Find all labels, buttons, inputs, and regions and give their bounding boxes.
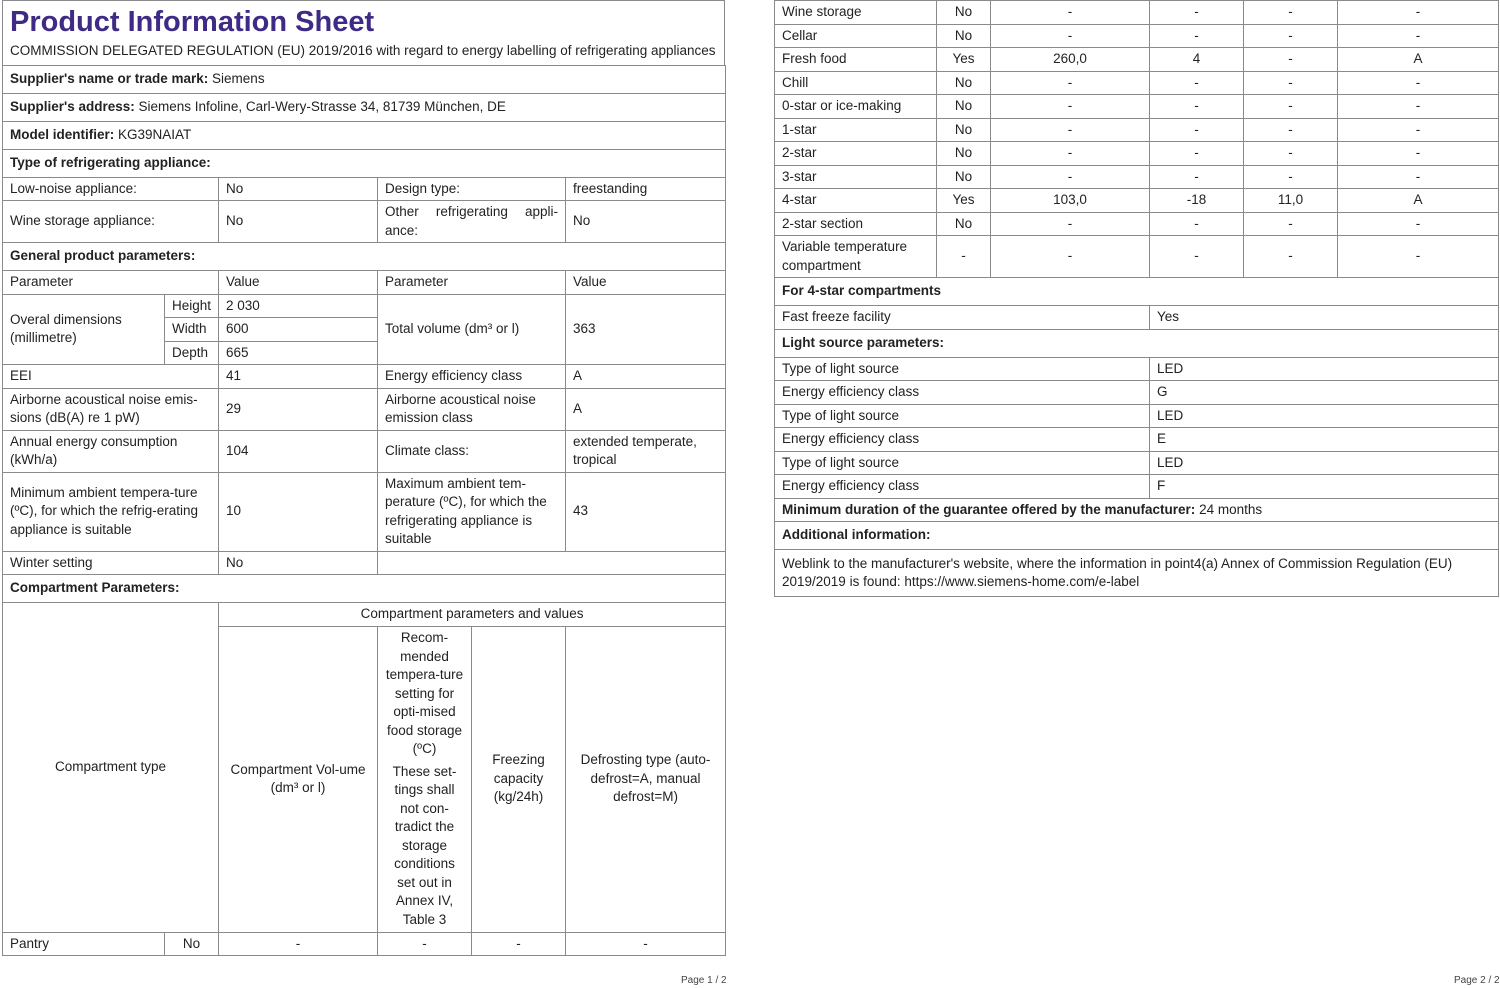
compartment-row bbox=[775, 48, 1499, 72]
noise-emissions-label: Airborne acoustical noise emis-sions (dB(A) re 1 pW) bbox=[3, 388, 219, 430]
page-title: Product Information Sheet bbox=[10, 6, 375, 38]
variable-value-5: - bbox=[1338, 236, 1499, 278]
light-param-label: Type of light source bbox=[775, 404, 1150, 428]
compartment-cell: - bbox=[1244, 165, 1338, 189]
supplier-address-label: Supplier's address: bbox=[10, 98, 135, 114]
compartment-cell: - bbox=[991, 71, 1150, 95]
compartment-name: Wine storage bbox=[775, 1, 937, 25]
supplier-name-row bbox=[3, 65, 726, 93]
light-param-value: LED bbox=[1150, 451, 1499, 475]
compartment-cell: - bbox=[1150, 142, 1244, 166]
four-star-heading: For 4-star compartments bbox=[775, 278, 1499, 306]
noise-emissions-value: 29 bbox=[219, 388, 378, 430]
compartment-cell: - bbox=[1150, 165, 1244, 189]
noise-class-label: Airborne acoustical noise emission class bbox=[378, 388, 566, 430]
compartment-cell: - bbox=[991, 142, 1150, 166]
compartment-cell: - bbox=[1338, 95, 1499, 119]
variable-value-1: - bbox=[937, 236, 991, 278]
supplier-name-value: Siemens bbox=[212, 70, 265, 86]
total-volume-value: 363 bbox=[566, 294, 726, 365]
compartment-cell: - bbox=[991, 165, 1150, 189]
compartment-cell: - bbox=[1150, 212, 1244, 236]
max-ambient-label: Maximum ambient tem-perature (ºC), for which the refrigerating appliance is suitable bbox=[378, 472, 566, 551]
compartment-name: 1-star bbox=[775, 118, 937, 142]
weblink-url[interactable]: https://www.siemens-home.com/e-label bbox=[904, 574, 1140, 589]
weblink-text: Weblink to the manufacturer's website, where the information in point4(a) Annex of Commission Regulation (EU) 2019/2019 is found: bbox=[782, 555, 1453, 589]
width-value: 600 bbox=[219, 318, 378, 342]
header-box bbox=[2, 0, 725, 65]
compartment-cell: 103,0 bbox=[991, 189, 1150, 213]
model-label: Model identifier: bbox=[10, 126, 115, 142]
freezing-capacity-header: Freezing capacity (kg/24h) bbox=[472, 626, 566, 932]
max-ambient-value: 43 bbox=[566, 472, 726, 551]
compartment-cell: - bbox=[1150, 95, 1244, 119]
compartment-cell: - bbox=[1338, 24, 1499, 48]
light-param-label: Energy efficiency class bbox=[775, 428, 1150, 452]
compartment-cell: No bbox=[937, 212, 991, 236]
compartment-cell: - bbox=[1150, 1, 1244, 25]
light-row bbox=[775, 451, 1499, 475]
total-volume-label: Total volume (dm³ or l) bbox=[378, 294, 566, 365]
light-param-label: Type of light source bbox=[775, 451, 1150, 475]
height-value: 2 030 bbox=[219, 294, 378, 318]
light-param-value: G bbox=[1150, 381, 1499, 405]
pantry-volume: - bbox=[219, 932, 378, 956]
winter-label: Winter setting bbox=[3, 551, 219, 575]
comp-volume-header: Compartment Vol-ume (dm³ or l) bbox=[219, 626, 378, 932]
design-type-label: Design type: bbox=[378, 177, 566, 201]
compartment-cell: A bbox=[1338, 189, 1499, 213]
type-heading: Type of refrigerating appliance: bbox=[3, 149, 726, 177]
compartment-cell: - bbox=[1338, 142, 1499, 166]
compartment-cell: No bbox=[937, 95, 991, 119]
weblink-row bbox=[775, 550, 1499, 597]
compartment-cell: - bbox=[1338, 118, 1499, 142]
compartment-cell: No bbox=[937, 165, 991, 189]
compartment-values-header: Compartment parameters and values bbox=[219, 603, 726, 627]
compartment-cell: - bbox=[1244, 48, 1338, 72]
light-param-label: Energy efficiency class bbox=[775, 475, 1150, 499]
min-ambient-label: Minimum ambient tempera-ture (ºC), for which the refrig-erating appliance is suitable bbox=[3, 472, 219, 551]
regulation-text: COMMISSION DELEGATED REGULATION (EU) 2019/2016 with regard to energy labelling of refrigerating appliances bbox=[10, 43, 716, 58]
min-ambient-value: 10 bbox=[219, 472, 378, 551]
light-row bbox=[775, 475, 1499, 499]
compartment-row bbox=[775, 1, 1499, 25]
variable-value-4: - bbox=[1244, 236, 1338, 278]
depth-label: Depth bbox=[165, 341, 219, 365]
low-noise-value: No bbox=[219, 177, 378, 201]
compartment-cell: Yes bbox=[937, 189, 991, 213]
compartment-cell: - bbox=[1150, 71, 1244, 95]
compartment-cell: Yes bbox=[937, 48, 991, 72]
compartment-cell: - bbox=[1338, 212, 1499, 236]
light-heading: Light source parameters: bbox=[775, 329, 1499, 357]
climate-class-value: extended temperate, tropical bbox=[566, 430, 726, 472]
compartment-cell: 260,0 bbox=[991, 48, 1150, 72]
wine-storage-value: No bbox=[219, 201, 378, 243]
pantry-label: Pantry bbox=[3, 932, 165, 956]
pantry-defrost: - bbox=[566, 932, 726, 956]
compartment-cell: - bbox=[1244, 212, 1338, 236]
compartment-row bbox=[775, 189, 1499, 213]
compartment-cell: 11,0 bbox=[1244, 189, 1338, 213]
compartment-cell: - bbox=[991, 1, 1150, 25]
compartment-cell: No bbox=[937, 1, 991, 25]
supplier-name-label: Supplier's name or trade mark: bbox=[10, 70, 209, 86]
guarantee-value: 24 months bbox=[1199, 501, 1263, 517]
other-refrig-value: No bbox=[566, 201, 726, 243]
annual-energy-label: Annual energy consumption (kWh/a) bbox=[3, 430, 219, 472]
model-value: KG39NAIAT bbox=[118, 126, 192, 142]
compartment-cell: - bbox=[1150, 118, 1244, 142]
wine-storage-label: Wine storage appliance: bbox=[3, 201, 219, 243]
compartment-name: 0-star or ice-making bbox=[775, 95, 937, 119]
winter-value: No bbox=[219, 551, 378, 575]
compartment-row bbox=[775, 95, 1499, 119]
guarantee-row bbox=[775, 498, 1499, 522]
compartment-row bbox=[775, 142, 1499, 166]
compartment-name: Chill bbox=[775, 71, 937, 95]
recommended-temp-note: These set-tings shall not con-tradict the storage conditions set out in Annex IV, Table 3 bbox=[392, 763, 457, 927]
compartment-cell: - bbox=[1338, 1, 1499, 25]
compartment-cell: - bbox=[1338, 71, 1499, 95]
param-header-2: Parameter bbox=[378, 271, 566, 295]
compartment-row bbox=[775, 118, 1499, 142]
variable-value-2: - bbox=[991, 236, 1150, 278]
compartment-cell: A bbox=[1338, 48, 1499, 72]
eei-label: EEI bbox=[3, 365, 219, 389]
page-1 bbox=[2, 0, 725, 956]
compartment-cell: - bbox=[1244, 24, 1338, 48]
compartment-cell: - bbox=[991, 212, 1150, 236]
additional-heading: Additional information: bbox=[775, 522, 1499, 550]
width-label: Width bbox=[165, 318, 219, 342]
compartment-heading: Compartment Parameters: bbox=[3, 575, 726, 603]
light-param-value: LED bbox=[1150, 404, 1499, 428]
general-heading: General product parameters: bbox=[3, 243, 726, 271]
page-number-1: Page 1 / 2 bbox=[681, 975, 727, 986]
compartment-cell: No bbox=[937, 71, 991, 95]
recommended-temp-cell bbox=[378, 626, 472, 932]
compartment-cell: 4 bbox=[1150, 48, 1244, 72]
compartment-cell: - bbox=[991, 24, 1150, 48]
design-type-value: freestanding bbox=[566, 177, 726, 201]
compartment-cell: - bbox=[1244, 95, 1338, 119]
model-row bbox=[3, 121, 726, 149]
compartment-name: 4-star bbox=[775, 189, 937, 213]
compartment-name: 3-star bbox=[775, 165, 937, 189]
value-header: Value bbox=[219, 271, 378, 295]
light-row bbox=[775, 404, 1499, 428]
compartment-row bbox=[775, 71, 1499, 95]
variable-value-3: - bbox=[1150, 236, 1244, 278]
compartment-cell: No bbox=[937, 142, 991, 166]
fast-freeze-label: Fast freeze facility bbox=[775, 306, 1150, 330]
depth-value: 665 bbox=[219, 341, 378, 365]
eei-value: 41 bbox=[219, 365, 378, 389]
dimensions-label: Overal dimensions (millimetre) bbox=[3, 294, 165, 365]
page-number-2: Page 2 / 2 bbox=[1454, 975, 1500, 986]
energy-class-label: Energy efficiency class bbox=[378, 365, 566, 389]
low-noise-label: Low-noise appliance: bbox=[3, 177, 219, 201]
supplier-address-row bbox=[3, 93, 726, 121]
pantry-temp: - bbox=[378, 932, 472, 956]
annual-energy-value: 104 bbox=[219, 430, 378, 472]
pantry-freezing: - bbox=[472, 932, 566, 956]
climate-class-label: Climate class: bbox=[378, 430, 566, 472]
compartment-cell: - bbox=[991, 95, 1150, 119]
compartment-name: Cellar bbox=[775, 24, 937, 48]
compartment-cell: - bbox=[1244, 142, 1338, 166]
energy-class-value: A bbox=[566, 365, 726, 389]
light-row bbox=[775, 381, 1499, 405]
pantry-present: No bbox=[165, 932, 219, 956]
page-2 bbox=[774, 0, 1498, 597]
light-param-value: LED bbox=[1150, 357, 1499, 381]
light-row bbox=[775, 357, 1499, 381]
compartment-name: 2-star bbox=[775, 142, 937, 166]
recommended-temp-header: Recom-mended tempera-ture setting for opti-mised food storage (ºC) bbox=[385, 630, 464, 756]
compartment-cell: - bbox=[1150, 24, 1244, 48]
light-row bbox=[775, 428, 1499, 452]
height-label: Height bbox=[165, 294, 219, 318]
product-info-table bbox=[2, 65, 726, 957]
compartment-cell: - bbox=[1338, 165, 1499, 189]
compartment-cell: - bbox=[991, 118, 1150, 142]
param-header: Parameter bbox=[3, 271, 219, 295]
light-param-label: Type of light source bbox=[775, 357, 1150, 381]
compartment-name: 2-star section bbox=[775, 212, 937, 236]
compartment-cell: No bbox=[937, 118, 991, 142]
guarantee-label: Minimum duration of the guarantee offered by the manufacturer: bbox=[782, 501, 1196, 517]
compartment-row bbox=[775, 212, 1499, 236]
compartment-cell: No bbox=[937, 24, 991, 48]
compartment-table bbox=[774, 0, 1499, 597]
light-param-value: E bbox=[1150, 428, 1499, 452]
noise-class-value: A bbox=[566, 388, 726, 430]
compartment-cell: - bbox=[1244, 1, 1338, 25]
compartment-row bbox=[775, 24, 1499, 48]
value-header-2: Value bbox=[566, 271, 726, 295]
compartment-cell: - bbox=[1244, 71, 1338, 95]
other-refrig-label: Other refrigerating appli-ance: bbox=[378, 201, 566, 243]
compartment-row bbox=[775, 165, 1499, 189]
compartment-name: Fresh food bbox=[775, 48, 937, 72]
winter-empty bbox=[378, 551, 726, 575]
supplier-address-value: Siemens Infoline, Carl-Wery-Strasse 34, 81739 München, DE bbox=[138, 98, 506, 114]
defrost-header: Defrosting type (auto-defrost=A, manual defrost=M) bbox=[566, 626, 726, 932]
compartment-cell: -18 bbox=[1150, 189, 1244, 213]
compartment-type-header: Compartment type bbox=[3, 603, 219, 933]
light-param-value: F bbox=[1150, 475, 1499, 499]
light-param-label: Energy efficiency class bbox=[775, 381, 1150, 405]
variable-temp-label: Variable temperature compartment bbox=[775, 236, 937, 278]
compartment-cell: - bbox=[1244, 118, 1338, 142]
fast-freeze-value: Yes bbox=[1150, 306, 1499, 330]
